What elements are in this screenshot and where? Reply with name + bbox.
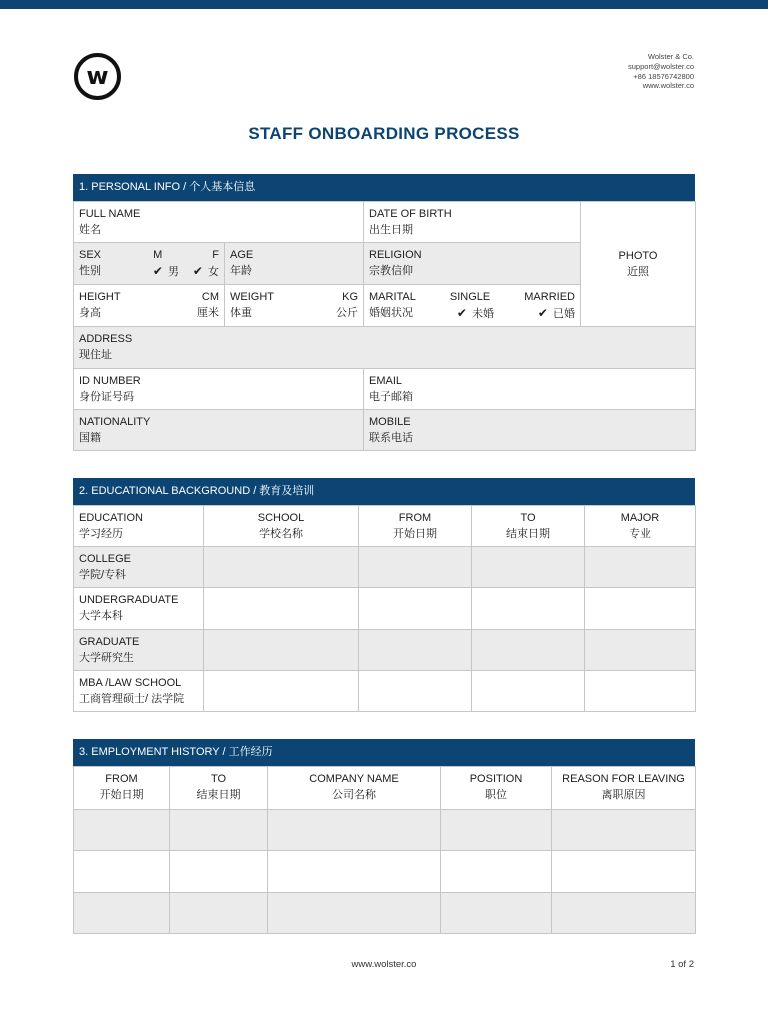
row-label: COLLEGE 学院/专科 — [74, 547, 204, 588]
row-label: MBA /LAW SCHOOL 工商管理硕士/ 法学院 — [74, 671, 204, 712]
photo-box[interactable] — [581, 202, 696, 327]
page-number: 1 of 2 — [670, 959, 694, 970]
marital-married-label-cn: 已婚 — [553, 308, 576, 320]
nationality-label: NATIONALITY — [79, 416, 151, 428]
female-check-icon[interactable]: ✔ — [192, 264, 203, 278]
weight-field[interactable] — [225, 285, 364, 327]
mobile-label: MOBILE — [369, 416, 411, 428]
company-website[interactable]: www.wolster.co — [642, 81, 694, 91]
to-col-header: TO 结束日期 — [170, 767, 268, 810]
employment-heading: 3. EMPLOYMENT HISTORY / 工作经历 — [73, 739, 695, 766]
education-heading: 2. EDUCATIONAL BACKGROUND / 教育及培训 — [73, 478, 695, 505]
personal-info-table — [73, 201, 696, 451]
mobile-field[interactable] — [364, 410, 696, 451]
education-table — [73, 505, 696, 712]
from-cell[interactable] — [74, 810, 170, 851]
sex-label-cn: 性别 — [79, 265, 101, 277]
sex-male-label-cn: 男 — [167, 266, 179, 278]
employment-header-row — [74, 767, 696, 810]
full-name-label: FULL NAME — [79, 208, 141, 220]
dob-field[interactable] — [364, 202, 581, 243]
height-field[interactable] — [74, 285, 225, 327]
employment-section — [73, 739, 695, 934]
email-label-cn: 电子邮箱 — [369, 391, 414, 403]
photo-label: PHOTO — [618, 250, 658, 262]
reason-cell[interactable] — [552, 810, 696, 851]
major-cell[interactable] — [585, 547, 696, 588]
to-cell[interactable] — [472, 671, 585, 712]
education-section — [73, 478, 695, 712]
from-cell[interactable] — [359, 630, 472, 671]
age-label: AGE — [230, 249, 254, 261]
reason-col-header: REASON FOR LEAVING 离职原因 — [552, 767, 696, 810]
email-field[interactable] — [364, 369, 696, 410]
position-cell[interactable] — [441, 810, 552, 851]
school-cell[interactable] — [204, 630, 359, 671]
to-cell[interactable] — [472, 630, 585, 671]
weight-label-cn: 体重 — [230, 307, 252, 319]
to-cell[interactable] — [170, 810, 268, 851]
major-cell[interactable] — [585, 630, 696, 671]
height-label-cn: 身高 — [79, 307, 101, 319]
weight-unit-cn: 公斤 — [336, 307, 359, 319]
full-name-label-cn: 姓名 — [79, 224, 101, 236]
age-label-cn: 年龄 — [230, 265, 252, 277]
religion-label-cn: 宗教信仰 — [369, 265, 414, 277]
marital-single-label: SINGLE — [449, 291, 491, 303]
company-cell[interactable] — [268, 810, 441, 851]
reason-cell[interactable] — [552, 851, 696, 893]
company-logo — [74, 53, 121, 100]
table-row — [74, 630, 696, 671]
sex-male-label: M — [153, 249, 163, 261]
dob-label-cn: 出生日期 — [369, 224, 414, 236]
company-contact — [628, 52, 694, 91]
email-label: EMAIL — [369, 375, 403, 387]
age-field[interactable] — [225, 243, 364, 285]
school-cell[interactable] — [204, 547, 359, 588]
reason-cell[interactable] — [552, 893, 696, 934]
school-cell[interactable] — [204, 671, 359, 712]
nationality-field[interactable] — [74, 410, 364, 451]
height-label: HEIGHT — [79, 291, 121, 303]
school-col-header: SCHOOL 学校名称 — [204, 506, 359, 547]
marital-single-label-cn: 未婚 — [472, 308, 495, 320]
weight-unit: KG — [342, 291, 359, 303]
sex-field[interactable] — [74, 243, 225, 285]
sex-female-label-cn: 女 — [208, 266, 219, 278]
to-cell[interactable] — [472, 547, 585, 588]
company-name: Wolster & Co. — [647, 52, 694, 61]
mobile-label-cn: 联系电话 — [369, 432, 414, 444]
id-number-label: ID NUMBER — [79, 375, 141, 387]
to-cell[interactable] — [170, 893, 268, 934]
from-cell[interactable] — [359, 588, 472, 630]
position-col-header: POSITION 职位 — [441, 767, 552, 810]
company-col-header: COMPANY NAME 公司名称 — [268, 767, 441, 810]
address-label-cn: 现住址 — [79, 349, 112, 361]
to-cell[interactable] — [170, 851, 268, 893]
page-title: STAFF ONBOARDING PROCESS — [248, 124, 520, 143]
from-col-header: FROM 开始日期 — [74, 767, 170, 810]
full-name-field[interactable] — [74, 202, 364, 243]
single-check-icon[interactable]: ✔ — [456, 306, 467, 320]
dob-label: DATE OF BIRTH — [369, 208, 452, 220]
school-cell[interactable] — [204, 588, 359, 630]
company-cell[interactable] — [268, 851, 441, 893]
top-accent-bar — [0, 0, 768, 9]
table-row — [74, 588, 696, 630]
table-row — [74, 810, 696, 851]
to-col-header: TO 结束日期 — [472, 506, 585, 547]
row-label: UNDERGRADUATE 大学本科 — [74, 588, 204, 630]
marital-label: MARITAL — [369, 291, 416, 303]
nationality-label-cn: 国籍 — [79, 432, 101, 444]
id-number-label-cn: 身份证号码 — [79, 391, 134, 403]
address-field[interactable] — [74, 327, 696, 369]
height-unit: CM — [201, 291, 219, 303]
personal-info-heading: 1. PERSONAL INFO / 个人基本信息 — [73, 174, 695, 201]
photo-label-cn: 近照 — [627, 266, 650, 278]
position-cell[interactable] — [441, 851, 552, 893]
married-check-icon[interactable]: ✔ — [537, 306, 548, 320]
sex-label: SEX — [79, 249, 102, 261]
marital-field[interactable] — [364, 285, 581, 327]
from-cell[interactable] — [74, 893, 170, 934]
religion-label: RELIGION — [369, 249, 422, 261]
table-row — [74, 671, 696, 712]
sex-female-label: F — [212, 249, 219, 261]
education-header-row — [74, 506, 696, 547]
education-col-header: EDUCATION 学习经历 — [74, 506, 204, 547]
marital-label-cn: 婚姻状况 — [369, 307, 414, 319]
from-cell[interactable] — [74, 851, 170, 893]
from-cell[interactable] — [359, 547, 472, 588]
major-col-header: MAJOR 专业 — [585, 506, 696, 547]
male-check-icon[interactable]: ✔ — [152, 264, 163, 278]
address-label: ADDRESS — [79, 333, 133, 345]
table-row — [74, 547, 696, 588]
position-cell[interactable] — [441, 893, 552, 934]
major-cell[interactable] — [585, 671, 696, 712]
company-phone: +86 18576742800 — [633, 71, 694, 81]
table-row — [74, 893, 696, 934]
major-cell[interactable] — [585, 588, 696, 630]
personal-info-section — [73, 174, 695, 451]
footer-url[interactable]: www.wolster.co — [351, 959, 417, 970]
row-label: GRADUATE 大学研究生 — [74, 630, 204, 671]
marital-married-label: MARRIED — [524, 291, 575, 303]
table-row — [74, 851, 696, 893]
height-unit-cn: 厘米 — [197, 307, 219, 319]
to-cell[interactable] — [472, 588, 585, 630]
logo-letter: w — [86, 62, 109, 90]
employment-table — [73, 766, 696, 934]
religion-field[interactable] — [364, 243, 581, 285]
from-col-header: FROM 开始日期 — [359, 506, 472, 547]
id-number-field[interactable] — [74, 369, 364, 410]
weight-label: WEIGHT — [230, 291, 274, 303]
company-email[interactable]: support@wolster.co — [628, 61, 694, 71]
company-cell[interactable] — [268, 893, 441, 934]
from-cell[interactable] — [359, 671, 472, 712]
